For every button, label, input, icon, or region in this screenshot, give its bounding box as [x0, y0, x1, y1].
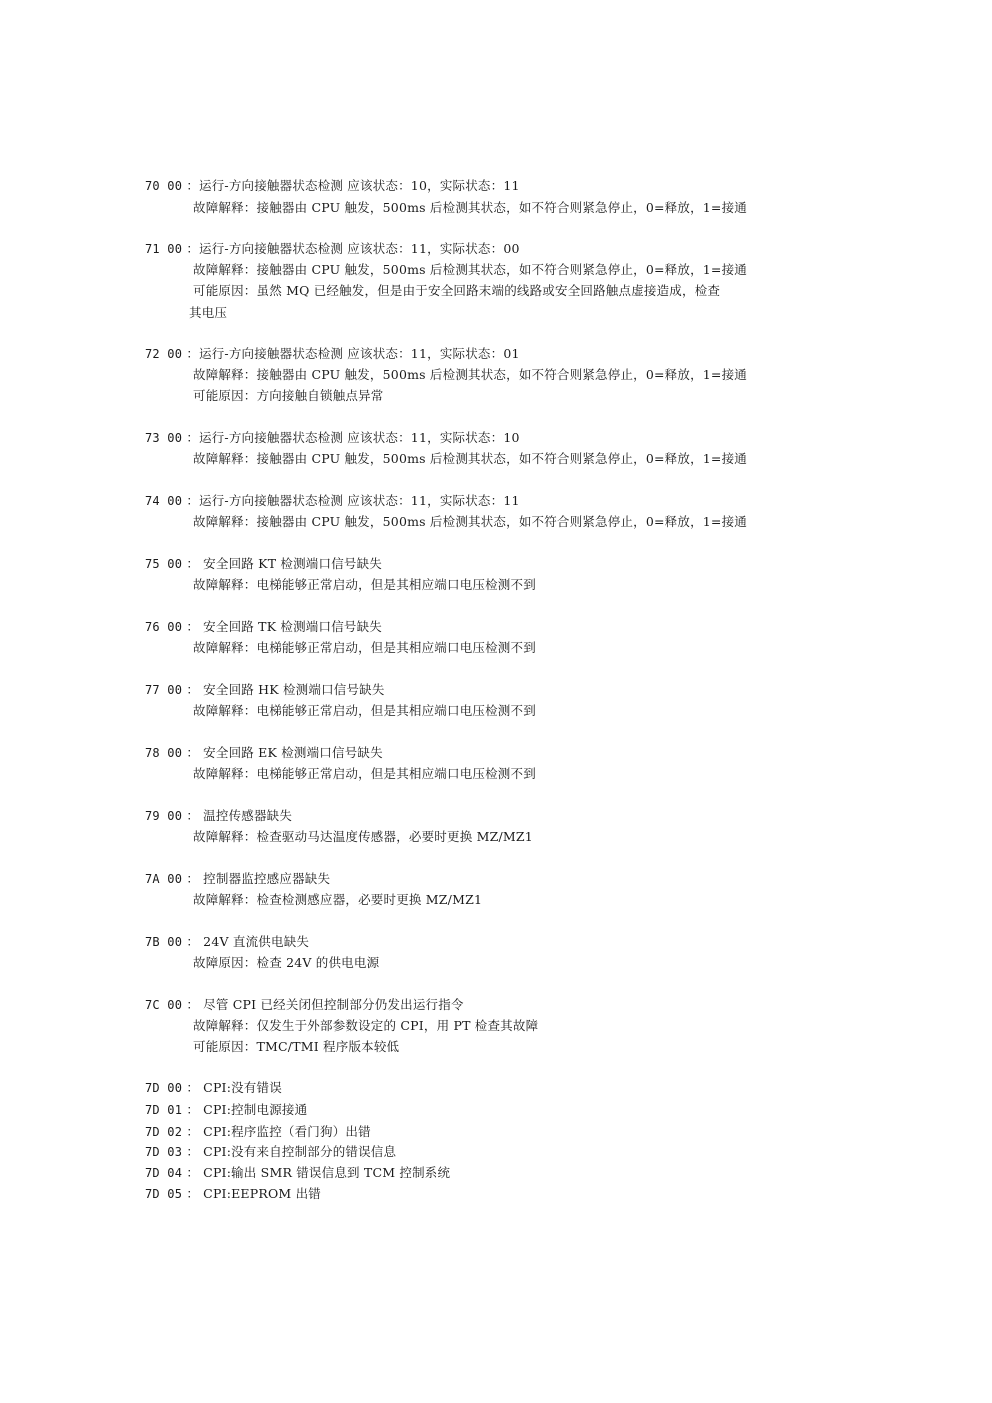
fault-explanation: 故障解释：接触器由 CPU 触发，500ms 后检测其状态，如不符合则紧急停止，0=释放，1=接通	[193, 367, 747, 382]
cpi-list-item	[145, 1102, 307, 1118]
fault-code: 7D 00	[145, 1081, 183, 1095]
fault-code: 77 00	[145, 683, 183, 697]
fault-title: ： 温控传感器缺失	[186, 808, 293, 823]
fault-code: 73 00	[145, 431, 183, 445]
fault-code: 72 00	[145, 347, 183, 361]
possible-cause: 可能原因：TMC/TMI 程序版本较低	[193, 1039, 400, 1054]
fault-code: 7A 00	[145, 872, 183, 886]
fault-title: ： 尽管 CPI 已经关闭但控制部分仍发出运行指令	[186, 997, 464, 1012]
fault-code: 74 00	[145, 494, 183, 508]
cpi-list-item	[145, 1080, 282, 1096]
fault-explanation: 故障解释：电梯能够正常启动，但是其相应端口电压检测不到	[193, 703, 536, 718]
possible-cause-continued: 其电压	[189, 305, 228, 320]
cpi-list-item	[145, 1124, 371, 1140]
fault-title: ： CPI:没有错误	[186, 1080, 282, 1095]
fault-cause: 故障原因：检查 24V 的供电电源	[193, 955, 380, 970]
entry-7c-00-heading	[145, 997, 464, 1013]
fault-explanation: 故障解释：电梯能够正常启动，但是其相应端口电压检测不到	[193, 766, 536, 781]
fault-explanation: 故障解释：接触器由 CPU 触发，500ms 后检测其状态，如不符合则紧急停止，0=释放，1=接通	[193, 514, 747, 529]
fault-code: 70 00	[145, 179, 183, 193]
fault-explanation: 故障解释：接触器由 CPU 触发，500ms 后检测其状态，如不符合则紧急停止，0=释放，1=接通	[193, 262, 747, 277]
cpi-list-item	[145, 1165, 450, 1181]
entry-74-00-heading	[145, 493, 520, 509]
fault-explanation: 故障解释：电梯能够正常启动，但是其相应端口电压检测不到	[193, 577, 536, 592]
fault-code: 7B 00	[145, 935, 183, 949]
fault-title: ： CPI:EEPROM 出错	[186, 1186, 322, 1201]
cpi-list-item	[145, 1144, 396, 1160]
fault-title: ： 控制器监控感应器缺失	[186, 871, 331, 886]
fault-code: 75 00	[145, 557, 183, 571]
possible-cause: 可能原因：方向接触自锁触点异常	[193, 388, 384, 403]
fault-title: ： 安全回路 KT 检测端口信号缺失	[186, 556, 383, 571]
fault-title: ：运行-方向接触器状态检测 应该状态：10，实际状态：11	[186, 178, 520, 193]
fault-code: 7D 04	[145, 1166, 183, 1180]
fault-code: 7C 00	[145, 998, 183, 1012]
fault-code: 7D 05	[145, 1187, 183, 1201]
fault-title: ： 安全回路 HK 检测端口信号缺失	[186, 682, 385, 697]
entry-76-00-heading	[145, 619, 382, 635]
fault-code: 76 00	[145, 620, 183, 634]
fault-explanation: 故障解释：接触器由 CPU 触发，500ms 后检测其状态，如不符合则紧急停止，0=释放，1=接通	[193, 200, 747, 215]
entry-7b-00-heading	[145, 934, 309, 950]
fault-title: ： 24V 直流供电缺失	[186, 934, 310, 949]
cpi-list-item	[145, 1186, 321, 1202]
entry-79-00-heading	[145, 808, 292, 824]
fault-title: ：运行-方向接触器状态检测 应该状态：11，实际状态：10	[186, 430, 520, 445]
fault-code: 7D 02	[145, 1125, 183, 1139]
entry-78-00-heading	[145, 745, 383, 761]
fault-code: 78 00	[145, 746, 183, 760]
fault-explanation: 故障解释：电梯能够正常启动，但是其相应端口电压检测不到	[193, 640, 536, 655]
possible-cause: 可能原因：虽然 MQ 已经触发，但是由于安全回路末端的线路或安全回路触点虚接造成，检查	[193, 283, 721, 298]
fault-title: ：运行-方向接触器状态检测 应该状态：11，实际状态：01	[186, 346, 520, 361]
fault-title: ：运行-方向接触器状态检测 应该状态：11，实际状态：11	[186, 493, 520, 508]
fault-explanation: 故障解释：检查检测感应器，必要时更换 MZ/MZ1	[193, 892, 483, 907]
entry-73-00-heading	[145, 430, 520, 446]
entry-70-00-heading	[145, 178, 520, 194]
fault-title: ： CPI:输出 SMR 错误信息到 TCM 控制系统	[186, 1165, 451, 1180]
fault-title: ：运行-方向接触器状态检测 应该状态：11，实际状态：00	[186, 241, 520, 256]
fault-explanation: 故障解释：仅发生于外部参数设定的 CPI，用 PT 检查其故障	[193, 1018, 539, 1033]
fault-title: ： CPI:没有来自控制部分的错误信息	[186, 1144, 397, 1159]
fault-code: 71 00	[145, 242, 183, 256]
fault-title: ： 安全回路 EK 检测端口信号缺失	[186, 745, 383, 760]
fault-explanation: 故障解释：接触器由 CPU 触发，500ms 后检测其状态，如不符合则紧急停止，0=释放，1=接通	[193, 451, 747, 466]
fault-code: 79 00	[145, 809, 183, 823]
entry-72-00-heading	[145, 346, 520, 362]
fault-code: 7D 01	[145, 1103, 183, 1117]
entry-75-00-heading	[145, 556, 382, 572]
entry-77-00-heading	[145, 682, 385, 698]
entry-7a-00-heading	[145, 871, 330, 887]
fault-title: ： CPI:程序监控（看门狗）出错	[186, 1124, 371, 1139]
fault-code: 7D 03	[145, 1145, 183, 1159]
fault-explanation: 故障解释：检查驱动马达温度传感器，必要时更换 MZ/MZ1	[193, 829, 533, 844]
fault-title: ： CPI:控制电源接通	[186, 1102, 308, 1117]
fault-title: ： 安全回路 TK 检测端口信号缺失	[186, 619, 383, 634]
entry-71-00-heading	[145, 241, 520, 257]
